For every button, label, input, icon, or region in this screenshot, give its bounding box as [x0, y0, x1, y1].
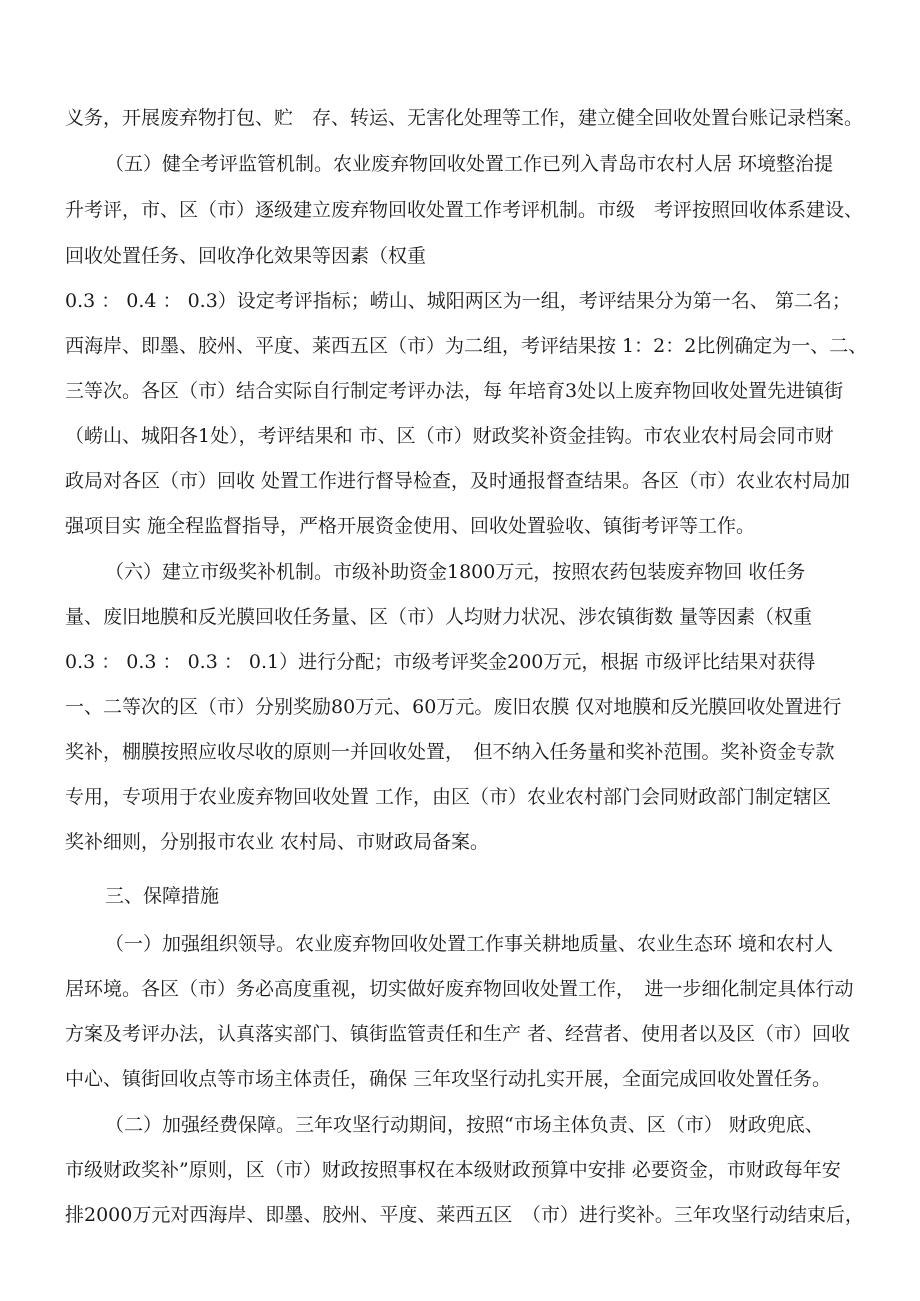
- text-line: 量、废旧地膜和反光膜回收任务量、区（市）人均财力状况、涉农镇街数 量等因素（权重: [65, 606, 813, 628]
- text-line: 中心、镇街回收点等市场主体责任，确保 三年攻坚行动扎实开展，全面完成回收处置任务。: [65, 1068, 832, 1090]
- text-line: 方案及考评办法，认真落实部门、镇街监管责任和生产 者、经营者、使用者以及区（市）回收: [65, 1023, 851, 1045]
- text-line: （崂山、城阳各1处），考评结果和 市、区（市）财政奖补资金挂钩。市农业农村局会同市财: [65, 425, 834, 447]
- text-line: 市级财政奖补”原则，区（市）财政按照事权在本级财政预算中安排 必要资金，市财政每年安: [65, 1159, 841, 1181]
- text-line: 升考评，市、区（市）逐级建立废弃物回收处置工作考评机制。市级 考评按照回收体系建设、: [65, 199, 864, 221]
- text-line: 义务，开展废弃物打包、贮 存、转运、无害化处理等工作，建立健全回收处置台账记录档案。: [65, 107, 864, 129]
- text-line: 一、二等次的区（市）分别奖励80万元、60万元。废旧农膜 仅对地膜和反光膜回收处置进行: [65, 696, 842, 718]
- text-line: 回收处置任务、回收净化效果等因素（权重: [65, 245, 427, 267]
- text-line: （二）加强经费保障。三年攻坚行动期间，按照“市场主体负责、区（市） 财政兜底、: [105, 1114, 824, 1136]
- text-line: 奖补细则，分别报市农业 农村局、市财政局备案。: [65, 831, 490, 853]
- text-line: 专用，专项用于农业废弃物回收处置 工作，由区（市）农业农村部门会同财政部门制定辖区: [65, 786, 832, 808]
- text-line: （一）加强组织领导。农业废弃物回收处置工作事关耕地质量、农业生态环 境和农村人: [105, 933, 834, 955]
- text-line: 0.3 ： 0.4 ： 0.3）设定考评指标；崂山、城阳两区为一组，考评结果分为第一名、 第二名；: [65, 290, 851, 312]
- section-heading: 三、保障措施: [105, 885, 220, 907]
- text-line: 居环境。各区（市）务必高度重视，切实做好废弃物回收处置工作， 进一步细化制定具体行动: [65, 978, 854, 1000]
- text-line: （五）健全考评监管机制。农业废弃物回收处置工作已列入青岛市农村人居 环境整治提: [105, 153, 834, 175]
- text-line: （六）建立市级奖补机制。市级补助资金1800万元，按照农药包装废弃物回 收任务: [105, 561, 806, 583]
- text-line: 排2000万元对西海岸、即墨、胶州、平度、莱西五区 （市）进行奖补。三年攻坚行动结束后，: [65, 1204, 864, 1226]
- text-line: 三等次。各区（市）结合实际自行制定考评办法，每 年培育3处以上废弃物回收处置先进镇街: [65, 380, 844, 402]
- text-line: 西海岸、即墨、胶州、平度、莱西五区（市）为二组，考评结果按 1：2：2比例确定为一、二、: [65, 335, 868, 357]
- text-line: 政局对各区（市）回收 处置工作进行督导检查，及时通报督查结果。各区（市）农业农村局加: [65, 470, 851, 492]
- text-line: 奖补，棚膜按照应收尽收的原则一并回收处置， 但不纳入任务量和奖补范围。奖补资金专款: [65, 741, 835, 763]
- text-line: 0.3 ： 0.3 ： 0.3 ： 0.1）进行分配；市级考评奖金200万元，根据 市级评比结果对获得: [65, 651, 816, 673]
- text-line: 强项目实 施全程监督指导，严格开展资金使用、回收处置验收、镇街考评等工作。: [65, 515, 756, 537]
